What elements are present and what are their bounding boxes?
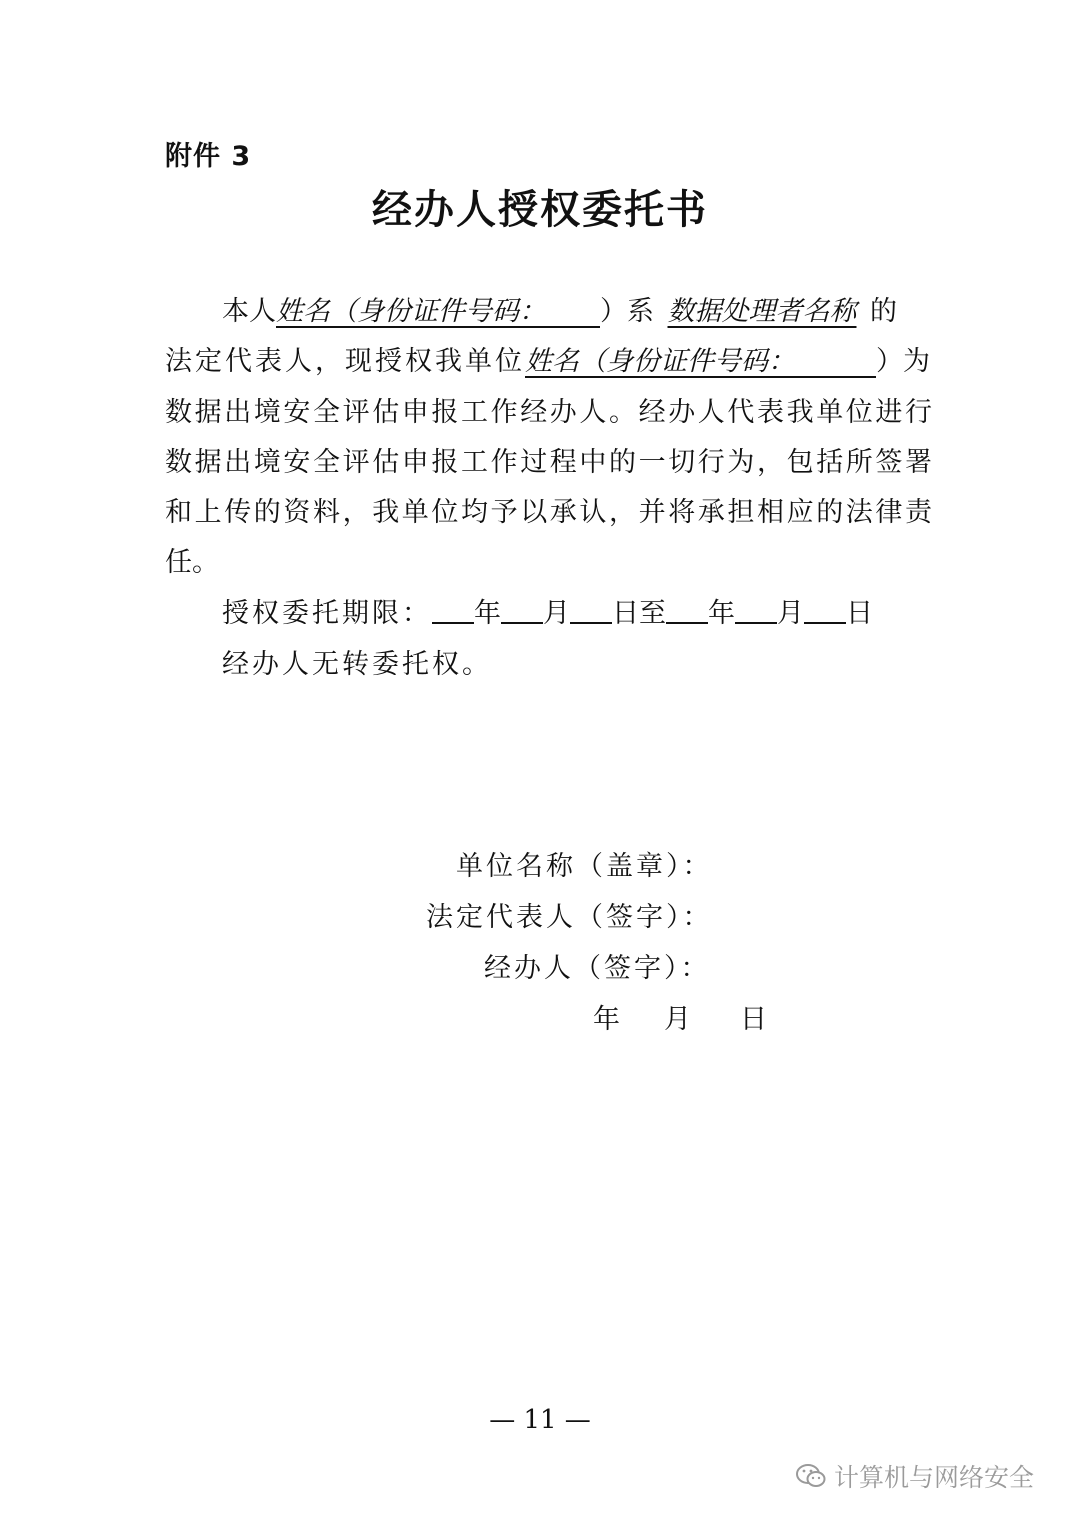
document-title: 经办人授权委托书 <box>372 186 708 233</box>
end-day-blank <box>804 596 846 624</box>
year-label-2: 年 <box>708 598 735 629</box>
unit-seal-line: 单位名称（盖章）： <box>456 851 713 882</box>
page-number: — 11 — <box>489 1405 591 1435</box>
para-line-2 <box>165 342 930 382</box>
start-month-blank <box>501 596 543 624</box>
para-line-5: 和上传的资料，我单位均予以承认，并将承担相应的法律责 <box>165 497 935 528</box>
attachment-label: 附件 3 <box>165 141 252 172</box>
authorization-period <box>165 594 972 634</box>
sign-year: 年 <box>593 1004 620 1035</box>
legal-rep-signature-line: 法定代表人（签字）： <box>426 902 713 933</box>
no-subdelegation-note: 经办人无转委托权。 <box>222 649 492 680</box>
month-label: 月 <box>543 598 570 629</box>
wechat-icon <box>796 1463 826 1489</box>
end-month-blank <box>735 596 777 624</box>
text-segment: 法定代表人，现授权我单位 <box>165 346 525 377</box>
text-segment: ）系 <box>600 296 654 327</box>
day-label: 日 <box>846 598 873 629</box>
para-line-3: 数据出境安全评估申报工作经办人。经办人代表我单位进行 <box>165 397 935 428</box>
sign-day: 日 <box>740 1004 767 1035</box>
text-segment: 本人 <box>222 296 276 327</box>
year-label: 年 <box>474 598 501 629</box>
agent-signature-line: 经办人（签字）： <box>484 953 711 984</box>
end-year-blank <box>666 596 708 624</box>
month-label-2: 月 <box>777 598 804 629</box>
day-to-label: 日至 <box>612 598 666 629</box>
watermark-text: 计算机与网络安全 <box>834 1463 1035 1492</box>
para-line-4: 数据出境安全评估申报工作过程中的一切行为，包括所签署 <box>165 447 935 478</box>
sign-month: 月 <box>664 1004 691 1035</box>
period-label: 授权委托期限： <box>222 598 432 629</box>
start-year-blank <box>432 596 474 624</box>
text-segment: 的 <box>870 296 897 327</box>
agent-name-id-field-2: 姓名（身份证件号码： <box>525 346 795 377</box>
start-day-blank <box>570 596 612 624</box>
agent-name-id-field: 姓名（身份证件号码： <box>276 296 546 327</box>
watermark <box>796 1458 1034 1494</box>
para-line-1 <box>165 292 972 332</box>
para-line-6: 任。 <box>165 547 219 578</box>
processor-name-field: 数据处理者名称 <box>667 296 857 327</box>
text-segment: ）为 <box>876 346 930 377</box>
